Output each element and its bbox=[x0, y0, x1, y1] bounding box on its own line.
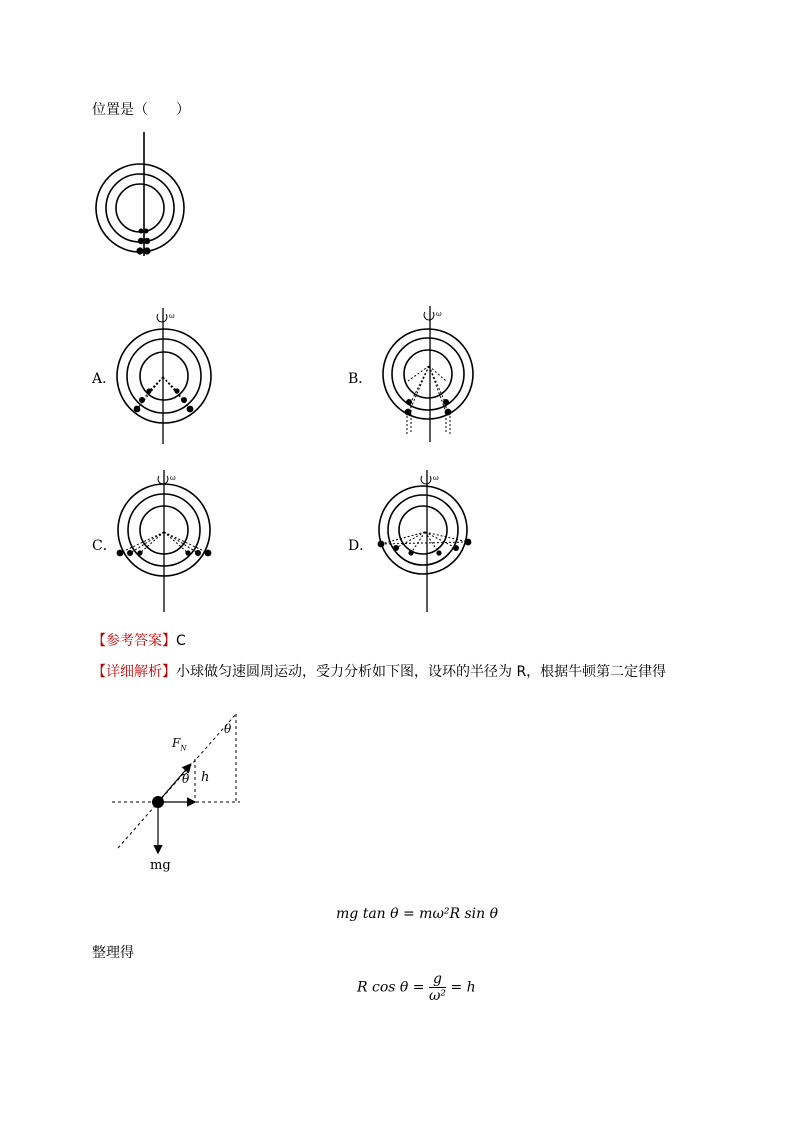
option-b-label: B． bbox=[348, 371, 373, 387]
option-c-figure bbox=[112, 468, 222, 614]
equation-2 bbox=[357, 971, 476, 1004]
equation-2-fraction bbox=[429, 971, 446, 1004]
equation-2-numerator: g bbox=[429, 971, 446, 988]
option-b-omega: ω bbox=[436, 310, 442, 318]
option-d-omega: ω bbox=[433, 474, 439, 482]
force-label: $F_N$ bbox=[172, 736, 187, 753]
answer-tag: 【参考答案】 bbox=[92, 633, 176, 649]
analysis-text: 小球做匀速圆周运动，受力分析如下图，设环的半径为 R，根据牛顿第二定律得 bbox=[176, 664, 667, 680]
equation-1: mg tan θ = mω²R sin θ bbox=[336, 906, 499, 922]
organize-text: 整理得 bbox=[92, 945, 134, 961]
equation-2-denominator: ω² bbox=[428, 988, 446, 1004]
theta-label-inner: θ bbox=[182, 772, 190, 786]
theta-label-top: θ bbox=[224, 722, 232, 736]
h-label: h bbox=[201, 770, 210, 785]
equation-2-right: = h bbox=[450, 979, 476, 996]
question-stem: 位置是（ ） bbox=[92, 102, 190, 118]
option-a-figure bbox=[114, 306, 214, 446]
equation-2-left: R cos θ = bbox=[357, 979, 425, 996]
ring-figure-main bbox=[92, 132, 192, 262]
option-a-omega: ω bbox=[169, 312, 175, 320]
answer-value: C bbox=[176, 633, 186, 649]
mg-label: mg bbox=[150, 858, 171, 873]
option-c-omega: ω bbox=[170, 474, 176, 482]
option-c-label: C． bbox=[92, 538, 117, 554]
analysis-line bbox=[92, 663, 666, 681]
option-a-label: A． bbox=[92, 371, 117, 387]
option-b-figure bbox=[378, 304, 478, 444]
analysis-tag: 【详细解析】 bbox=[92, 664, 176, 680]
option-d-figure bbox=[372, 468, 482, 614]
answer-line bbox=[92, 632, 186, 650]
option-d-label: D． bbox=[348, 538, 374, 554]
